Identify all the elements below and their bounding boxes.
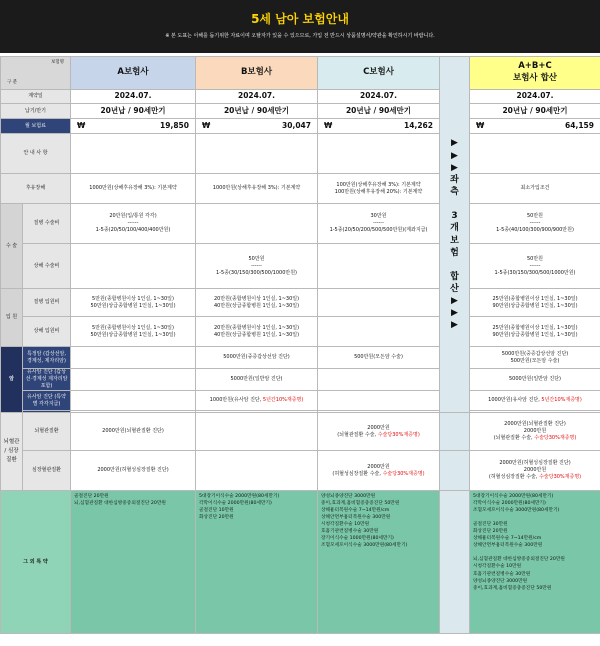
injury-hosp-label: 상해 입원비 (23, 317, 71, 347)
disease-hosp-label: 질병 입원비 (23, 289, 71, 317)
period-label: 납기/만기 (1, 104, 71, 119)
heart-c: 2000만원 (허혈성심장질환 수술, 수술당30%재증명) (318, 451, 440, 491)
header-banner (0, 0, 600, 53)
cancer4-label: 유사암 진단 (특약별 각각지급) (23, 391, 71, 411)
rider-item: 상해안면부흉터복원수술 300만원 (473, 543, 543, 549)
brain-a: 2000만원(뇌혈관질환 진단) (71, 413, 196, 451)
other-category: 그 외 특 약 (1, 491, 71, 634)
rider-item: 골절진단 20만원 (74, 494, 109, 499)
guide-sum (470, 134, 600, 174)
contract-date-b: 2024.07. (196, 90, 318, 104)
period-sum: 20년납 / 90세만기 (470, 104, 600, 119)
contract-date-a: 2024.07. (71, 90, 196, 104)
cancer2-c (318, 369, 440, 391)
rider-item: 골절진단 30만원 (473, 522, 508, 528)
company-b-header: B보험사 (196, 57, 318, 90)
hospital-category: 입 원 (1, 289, 23, 347)
brain-label: 뇌혈관질환 (23, 413, 71, 451)
combined-arrow-cont-2 (440, 451, 470, 491)
combined-arrow-char: 험 (450, 247, 459, 258)
combined-arrow-char: 보 (450, 235, 459, 246)
rider-item: 각막이식수술 2000만원(80세만기) (473, 501, 546, 507)
rider-item: 중이,효과계,흡비혈증충증진단 50만원 (321, 501, 400, 507)
combined-arrow-char (442, 198, 467, 210)
surgery-c: 30만원 ------ 1-5종(20/50/200/500/500만원)(계좌지급) (318, 204, 440, 244)
rider-item (473, 549, 597, 556)
other-a (71, 491, 196, 634)
combined-arrow-char: 합 (450, 271, 459, 282)
subsequent-b: 1000만원(상해후유장해 3%): 기본계약 (196, 174, 318, 204)
injury-surgery-a (71, 244, 196, 289)
other-b (196, 491, 318, 634)
page-title: 5세 남아 보험안내 (251, 12, 349, 26)
brain-c: 2000만원 (뇌혈관질환 수술, 수술당30%재증명) (318, 413, 440, 451)
guide-label: 안 내 사 항 (1, 134, 71, 174)
injury-surgery-b: 50만원 ------ 1-5종(30/150/300/500/1000만원) (196, 244, 318, 289)
rider-item: 상해흉터복원수술 7~14만원/cm (473, 536, 542, 542)
disease-surgery-label: 질병 수술비 (23, 204, 71, 244)
combined-arrow-char: ▶ (451, 150, 458, 161)
combined-arrow-column (440, 57, 470, 413)
rider-item: 호흡기관련질병수술 30만원 (473, 571, 531, 577)
company-c-header: C보험사 (318, 57, 440, 90)
combined-arrow-char: 개 (450, 223, 459, 234)
rider-item: 시청각질환수술 10만원 (473, 564, 522, 570)
combined-arrow-char: 산 (450, 284, 459, 295)
rider-item: 상해흉터복원수술 7~14만원/cm (321, 508, 390, 514)
rider-item: 골절진단 10만원 (199, 508, 234, 514)
surgery-sum: 50만원 ------ 1-5종(40/100/300/900/900만원) (470, 204, 600, 244)
combined-arrow-cont-1 (440, 413, 470, 451)
surgery-a: 20만원(입/통원 각각) ------ 1-5종(20/50/100/400/400만원) (71, 204, 196, 244)
cancer1-b: 5000만원(중증갑상선암 진단) (196, 347, 318, 369)
cancer4-sum: 1000만원(유사암 진단, 5년간10%재증명) (470, 391, 600, 411)
cancer4-c (318, 391, 440, 411)
rider-item: 뇌,심혈관질환 대한심방중증외절진단 20만원 (74, 501, 166, 507)
cancer1-a (71, 347, 196, 369)
period-a: 20년납 / 90세만기 (71, 104, 196, 119)
cancer3-sum: 5000만원(일반암 진단) (470, 369, 600, 391)
rider-item: 호흡기관련질병수술 30만원 (321, 529, 379, 535)
hosp2-b: 20만원(종합병원이상 1인실, 1~30일) 40만원(상급종합병원 1인실, 1~30일) (196, 317, 318, 347)
brain-sum: 2000만원(뇌혈관질환 진단) 2000만원 (뇌혈관질환 수술, 수술당30%재증명) (470, 413, 600, 451)
combined-arrow-char: ▶ (451, 308, 458, 319)
injury-surgery-c (318, 244, 440, 289)
combined-arrow-char: ▶ (451, 138, 458, 149)
guide-a (71, 134, 196, 174)
premium-sum: ₩ 64,159 (470, 119, 600, 134)
rider-item: 시청각질환수술 10만원 (321, 522, 370, 528)
rider-item: 뇌,심혈관질환 대한심방중증외절진단 20만원 (473, 557, 565, 563)
contract-date-c: 2024.07. (318, 90, 440, 104)
period-b: 20년납 / 90세만기 (196, 104, 318, 119)
company-a-header: A보험사 (71, 57, 196, 90)
combined-arrow-char: ▶ (451, 162, 458, 173)
premium-a: ₩ 19,850 (71, 119, 196, 134)
premium-b: ₩ 30,047 (196, 119, 318, 134)
rider-item: 장기이식수술 1000만원(80세만기) (321, 536, 394, 542)
surgery-category: 수 술 (1, 204, 23, 289)
heart-label: 심장혈관질환 (23, 451, 71, 491)
hosp1-b: 20만원(종합병원이상 1인실, 1~30일) 40만원(상급종합병원 1인실, 1~30일) (196, 289, 318, 317)
cancer2-label: 유사암 진단 (갑상선·경계성 제자리암 포함) (23, 369, 71, 391)
combined-arrow-char: 3 (451, 211, 458, 222)
cancer1-label: 특정암 (갑상선암, 경계성, 제자리암) (23, 347, 71, 369)
combined-arrow-char: ▶ (451, 296, 458, 307)
other-sum (470, 491, 600, 634)
brain-heart-category: 뇌혈관 / 심장질환 (1, 413, 23, 491)
notice-text: ※ 본 도표는 이해를 돕기위한 자료이며 오탈자가 있을 수 있으므로, 가입 전 반드시 상품설명서/약관을 확인하시기 바랍니다. (165, 33, 435, 39)
cancer1-sum: 5000만원(중증갑상선암 진단) 500만원(모든암 수술) (470, 347, 600, 369)
combined-arrow-char: 측 (450, 186, 459, 197)
injury-surgery-sum: 50만원 ------ 1-5종(30/150/300/500/1000만원) (470, 244, 600, 289)
heart-sum: 2000만원(허혈성심장질환 진단) 2000만원 (허혈성심장질환 수술, 수술당30%재증명) (470, 451, 600, 491)
contract-label: 계약일 (1, 90, 71, 104)
hosp1-a: 5만원(종합병원이상 1인실, 1~30일) 50만원(상급종합병원 1인실, 1~30일) (71, 289, 196, 317)
hosp2-c (318, 317, 440, 347)
hosp2-sum: 25만원(종합병원이상 1인실, 1~30일) 90만원(상급종합병원 1인실, 1~30일) (470, 317, 600, 347)
rider-item: 화상진단 20만원 (199, 515, 234, 521)
combined-arrow-char (442, 259, 467, 271)
subsequent-c: 100만원(상해후유장해 3%): 기본계약 100만원(상해후유장해 20%): 기본계약 (318, 174, 440, 204)
rider-item: 각막이식수술 2000만원(80세만기) (199, 501, 272, 507)
company-sum-header: A+B+C 보험사 합산 (470, 57, 600, 90)
hosp1-c (318, 289, 440, 317)
cancer4-b: 1000만원(유사암 진단, 5년간10%재증명) (196, 391, 318, 411)
rider-item: 화상진단 20만원 (473, 529, 508, 535)
subsequent-label: 후유장해 (1, 174, 71, 204)
premium-c: ₩ 14,262 (318, 119, 440, 134)
heart-a: 2000만원(허혈성심장질환 진단) (71, 451, 196, 491)
rider-item: 양성뇌종양진단 3000만원 (321, 494, 376, 499)
cancer2-a (71, 369, 196, 391)
period-c: 20년납 / 90세만기 (318, 104, 440, 119)
rider-item: 조혈모세포이식수술 3000만원(80세만기) (473, 508, 560, 514)
subsequent-a: 1000만원(상해후유장해 3%): 기본계약 (71, 174, 196, 204)
cancer3-b: 5000만원(일반암 진단) (196, 369, 318, 391)
cancer1-c: 500만원(모든암 수술) (318, 347, 440, 369)
corner-header: 보험명 구 분 (1, 57, 71, 90)
rider-item: 양성뇌종양진단 3000만원 (473, 578, 528, 584)
rider-item: 5대장기이식수술 2000만원(80세만기) (473, 494, 554, 499)
guide-c (318, 134, 440, 174)
hosp2-a: 5만원(종합병원이상 1인실, 1~30일) 50만원(상급종합병원 1인실, 1~30일) (71, 317, 196, 347)
subsequent-sum: 최소가입조건 (470, 174, 600, 204)
combined-arrow-char: 좌 (450, 174, 459, 185)
rider-item (473, 514, 597, 521)
rider-item: 조혈모세포이식수술 3000만원(80세만기) (321, 543, 408, 549)
rider-item: 중이,효과계,흡비혈증충증진단 50만원 (473, 585, 552, 591)
rider-item: 5대장기이식수술 2000만원(80세만기) (199, 494, 280, 499)
combined-arrow-char: ▶ (451, 320, 458, 331)
hosp1-sum: 25만원(종합병원이상 1인실, 1~30일) 90만원(상급종합병원 1인실, 1~30일) (470, 289, 600, 317)
contract-date-sum: 2024.07. (470, 90, 600, 104)
heart-b (196, 451, 318, 491)
rider-item: 상해안면부흉터복원수술 300만원 (321, 515, 391, 521)
injury-surgery-label: 상해 수술비 (23, 244, 71, 289)
surgery-b (196, 204, 318, 244)
guide-b (196, 134, 318, 174)
combined-arrow-cont-3 (440, 491, 470, 634)
premium-label: 월 보험료 (1, 119, 71, 134)
cancer4-a (71, 391, 196, 411)
cancer-category: 암 (1, 347, 23, 413)
other-c (318, 491, 440, 634)
brain-b (196, 413, 318, 451)
comparison-table (0, 56, 600, 634)
